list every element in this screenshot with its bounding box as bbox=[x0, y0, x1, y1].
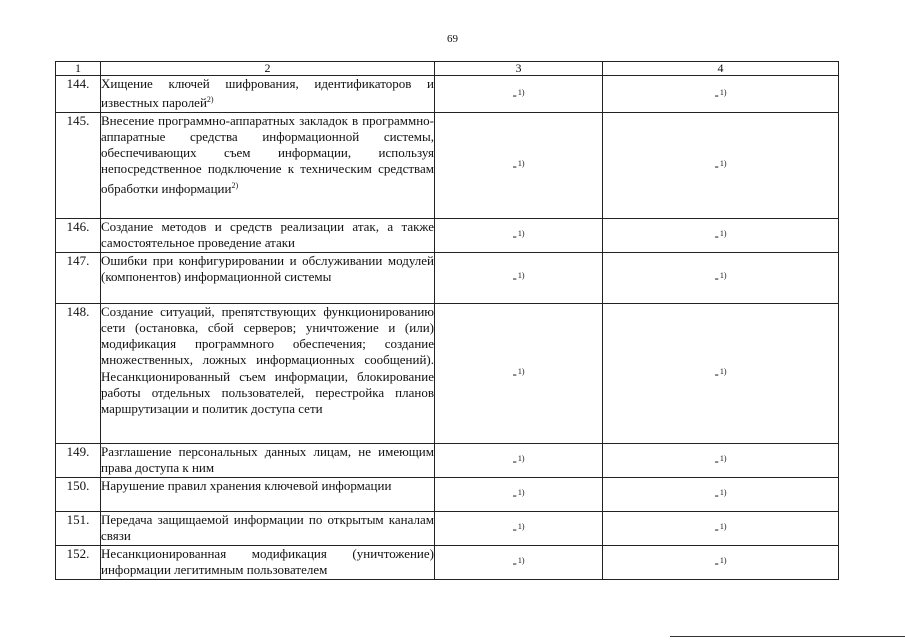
col3-mark bbox=[435, 545, 603, 579]
table-row bbox=[56, 511, 839, 545]
col3-mark bbox=[435, 112, 603, 218]
row-number: 147. bbox=[56, 252, 101, 303]
table-header-row bbox=[56, 62, 839, 76]
footnote-ref: 1) bbox=[517, 487, 525, 497]
col4-mark bbox=[603, 112, 839, 218]
footnote-ref: 1) bbox=[719, 228, 727, 238]
footnote-ref: 1) bbox=[719, 271, 727, 281]
dash-mark: - bbox=[714, 486, 719, 502]
column-header: 3 bbox=[435, 62, 603, 76]
threat-text: Передача защищаемой информации по открытым каналам связи bbox=[101, 511, 434, 543]
dash-mark: - bbox=[714, 86, 719, 102]
col4-mark bbox=[603, 252, 839, 303]
footnote-ref: 1) bbox=[517, 366, 525, 376]
footnote-ref: 1) bbox=[719, 453, 727, 463]
col4-mark bbox=[603, 443, 839, 477]
dash-mark: - bbox=[512, 365, 517, 381]
threat-text: Хищение ключей шифрования, идентификаторов и известных паролей bbox=[101, 76, 434, 111]
footnote-separator bbox=[670, 636, 905, 637]
col3-mark bbox=[435, 303, 603, 443]
threat-description bbox=[101, 252, 435, 303]
row-number: 144. bbox=[56, 76, 101, 113]
threat-description bbox=[101, 477, 435, 511]
footnote-ref: 1) bbox=[517, 87, 525, 97]
column-header: 2 bbox=[101, 62, 435, 76]
table-row bbox=[56, 252, 839, 303]
footnote-ref: 1) bbox=[517, 521, 525, 531]
footnote-ref: 1) bbox=[719, 366, 727, 376]
col3-mark bbox=[435, 443, 603, 477]
col3-mark bbox=[435, 477, 603, 511]
threat-description bbox=[101, 511, 435, 545]
column-header: 1 bbox=[56, 62, 101, 76]
footnote-ref: 1) bbox=[517, 271, 525, 281]
dash-mark: - bbox=[714, 227, 719, 243]
col3-mark bbox=[435, 76, 603, 113]
col4-mark bbox=[603, 545, 839, 579]
column-header: 4 bbox=[603, 62, 839, 76]
col3-mark bbox=[435, 511, 603, 545]
row-number: 148. bbox=[56, 303, 101, 443]
dash-mark: - bbox=[714, 365, 719, 381]
threat-text: Нарушение правил хранения ключевой информации bbox=[101, 477, 392, 493]
footnote-ref: 2) bbox=[231, 180, 239, 190]
footnote-ref: 1) bbox=[719, 521, 727, 531]
threat-text: Разглашение персональных данных лицам, не имеющим права доступа к ним bbox=[101, 443, 434, 475]
table-row bbox=[56, 477, 839, 511]
row-number: 151. bbox=[56, 511, 101, 545]
dash-mark: - bbox=[512, 486, 517, 502]
page-number: 69 bbox=[447, 33, 458, 45]
col4-mark bbox=[603, 76, 839, 113]
table-row bbox=[56, 112, 839, 218]
threat-description bbox=[101, 218, 435, 252]
footnote-ref: 1) bbox=[719, 158, 727, 168]
threat-description bbox=[101, 545, 435, 579]
row-number: 149. bbox=[56, 443, 101, 477]
dash-mark: - bbox=[512, 554, 517, 570]
table-row bbox=[56, 303, 839, 443]
dash-mark: - bbox=[714, 520, 719, 536]
row-number: 150. bbox=[56, 477, 101, 511]
row-number: 146. bbox=[56, 218, 101, 252]
dash-mark: - bbox=[512, 86, 517, 102]
col4-mark bbox=[603, 303, 839, 443]
dash-mark: - bbox=[714, 554, 719, 570]
footnote-ref: 1) bbox=[517, 555, 525, 565]
footnote-ref: 1) bbox=[517, 453, 525, 463]
footnote-ref: 1) bbox=[517, 228, 525, 238]
dash-mark: - bbox=[714, 452, 719, 468]
threat-text: Ошибки при конфигурировании и обслуживании модулей (компонентов) информационной системы bbox=[101, 252, 434, 284]
dash-mark: - bbox=[714, 270, 719, 286]
table-row bbox=[56, 443, 839, 477]
threat-description bbox=[101, 443, 435, 477]
table-row bbox=[56, 545, 839, 579]
threat-description bbox=[101, 112, 435, 218]
threat-text: Создание ситуаций, препятствующих функционированию сети (остановка, сбой серверов; уничтожение и (или) модификация программного обеспечения; создание множественных, ложных информационных сообщений). Несанкционированный съем информации, блокирование работы отдельных пользователей, перестройка планов маршрутизации и политик доступа сети bbox=[101, 303, 434, 417]
table-row bbox=[56, 76, 839, 113]
dash-mark: - bbox=[714, 157, 719, 173]
threat-text: Создание методов и средств реализации атак, а также самостоятельное проведение атаки bbox=[101, 218, 434, 250]
col3-mark bbox=[435, 252, 603, 303]
threat-text: Несанкционированная модификация (уничтожение) информации легитимным пользователем bbox=[101, 545, 434, 577]
col3-mark bbox=[435, 218, 603, 252]
dash-mark: - bbox=[512, 520, 517, 536]
footnote-ref: 1) bbox=[517, 158, 525, 168]
threat-text: Внесение программно-аппаратных закладок в программно-аппаратные средства информационной системы, обеспечивающих съем информации, используя непосредственное подключение к техническим средствам обработки информации bbox=[101, 112, 434, 196]
dash-mark: - bbox=[512, 270, 517, 286]
dash-mark: - bbox=[512, 227, 517, 243]
row-number: 145. bbox=[56, 112, 101, 218]
dash-mark: - bbox=[512, 157, 517, 173]
footnote-ref: 1) bbox=[719, 555, 727, 565]
footnote-ref: 2) bbox=[206, 95, 214, 105]
footnote-ref: 1) bbox=[719, 87, 727, 97]
threat-description bbox=[101, 303, 435, 443]
table-row bbox=[56, 218, 839, 252]
threat-description bbox=[101, 76, 435, 113]
dash-mark: - bbox=[512, 452, 517, 468]
row-number: 152. bbox=[56, 545, 101, 579]
footnote-ref: 1) bbox=[719, 487, 727, 497]
col4-mark bbox=[603, 511, 839, 545]
threats-table bbox=[55, 61, 839, 580]
col4-mark bbox=[603, 218, 839, 252]
col4-mark bbox=[603, 477, 839, 511]
